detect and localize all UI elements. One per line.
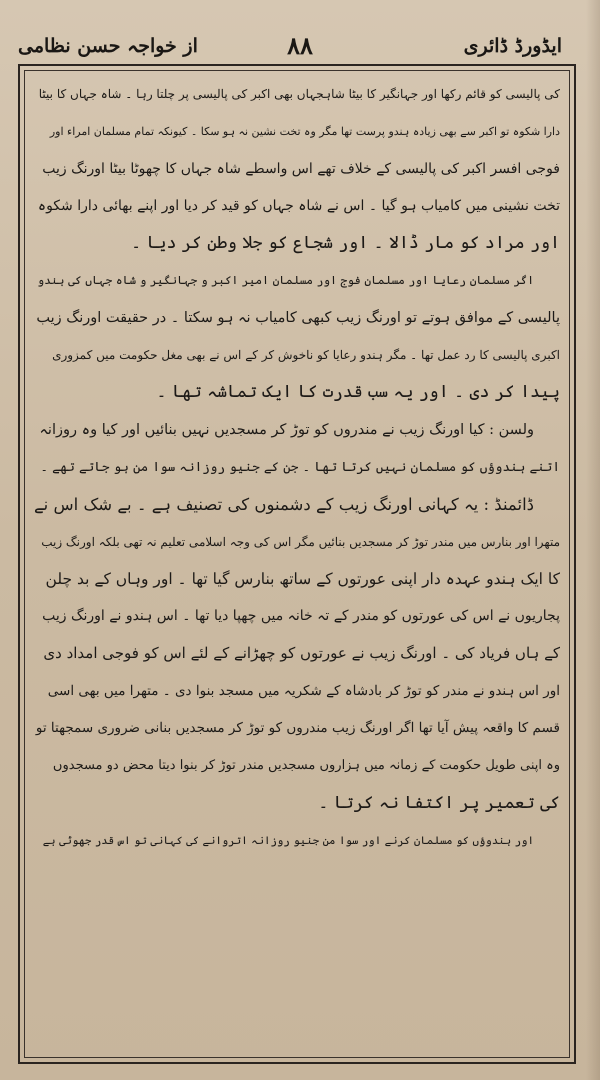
text-line: پیدا کر دی ۔ اور یہ سب قدرت کا ایک تماشہ تھا ۔ bbox=[156, 382, 560, 403]
text-line: اور مراد کو مار ڈالا ۔ اور شجاع کو جلا وطن کر دیا ۔ bbox=[131, 233, 560, 254]
text-line: کا ایک ہندو عہدہ دار اپنی عورتوں کے ساتھ بنارس گیا تھا ۔ اور وہاں کے بد چلن bbox=[45, 569, 560, 588]
text-line: پجاریوں نے اس کی عورتوں کو مندر کے تہ خانہ میں چھپا دیا تھا ۔ اس ہندو نے اورنگ زیب bbox=[42, 608, 560, 625]
text-line: اگر مسلمان رعایا اور مسلمان فوج اور مسلمان امیر اکبر و جہانگیر و شاہ جہاں کی ہندو bbox=[37, 273, 534, 288]
text-line: قسم کا واقعہ پیش آیا تھا اگر اورنگ زیب مندروں کو توڑ کر مسجدیں بنانی ضروری سمجھتا تو bbox=[35, 720, 560, 737]
text-line: اکبری پالیسی کا رد عمل تھا ۔ مگر ہندو رعایا کو ناخوش کر کے اس نے بھی مغل حکومت میں کمزوری bbox=[52, 348, 560, 363]
text-line: متھرا اور بنارس میں مندر توڑ کر مسجدیں بنائیں مگر اس کی وجہ اسلامی تعلیم نہ تھی بلکہ اورنگ زیب bbox=[41, 534, 560, 549]
text-line: کے ہاں فریاد کی ۔ اورنگ زیب نے عورتوں کو چھڑانے کے لئے اس کو فوجی امداد دی bbox=[43, 644, 560, 663]
text-line: تخت نشینی میں کامیاب ہو گیا ۔ اس نے شاہ جہاں کو قید کر دیا اور اپنے بھائی دارا شکوہ bbox=[37, 197, 560, 214]
text-line: اور اس ہندو نے مندر کو توڑ کر بادشاہ کے شکریہ میں مسجد بنوا دی ۔ متھرا میں بھی اسی bbox=[47, 682, 560, 699]
text-line: اور ہندوؤں کو مسلمان کرنے اور سوا من جنیو روزانہ اتروانے کی کہانی تو اس قدر جھوٹی ہے bbox=[42, 833, 534, 847]
text-line: ڈائمنڈ : یہ کہانی اورنگ زیب کے دشمنوں کی تصنیف ہے ۔ بے شک اس نے bbox=[34, 495, 534, 515]
book-title: ایڈورڈ ڈائری bbox=[463, 35, 562, 57]
body-text bbox=[34, 76, 560, 1046]
text-line: اتنے ہندوؤں کو مسلمان نہیں کرتا تھا ۔ جن کے جنیو روزانہ سوا من ہو جاتے تھے ۔ bbox=[40, 459, 560, 475]
author-name: از خواجہ حسن نظامی bbox=[18, 35, 198, 57]
text-line: کی تعمیر پر اکتفا نہ کرتا ۔ bbox=[318, 792, 560, 813]
text-line: فوجی افسر اکبر کی پالیسی کے خلاف تھے اس واسطے شاہ جہاں کا چھوٹا بیٹا اورنگ زیب bbox=[42, 160, 560, 177]
text-line: کی پالیسی کو قائم رکھا اور جہانگیر کا بیٹا شاہجہاں بھی اکبر کی پالیسی پر چلتا رہا ۔ شاہ جہاں کا بیٹا bbox=[38, 87, 560, 101]
text-line: وہ اپنی طویل حکومت کے زمانہ میں ہزاروں مسجدیں مندر توڑ کر بنوا دیتا محض دو مسجدوں bbox=[52, 758, 560, 774]
text-line: دارا شکوہ تو اکبر سے بھی زیادہ ہندو پرست تھا مگر وہ تخت نشین نہ ہو سکا ۔ کیونکہ تمام مسلمان امراء اور bbox=[49, 125, 560, 139]
text-line: ولسن : کیا اورنگ زیب نے مندروں کو توڑ کر مسجدیں نہیں بنائیں اور کیا وہ روزانہ bbox=[39, 421, 534, 438]
text-line: پالیسی کے موافق ہوتے تو اورنگ زیب کبھی کامیاب نہ ہو سکتا ۔ در حقیقت اورنگ زیب bbox=[36, 309, 560, 326]
page-fold-shadow bbox=[586, 0, 600, 1080]
page-number: ۸۸ bbox=[287, 31, 313, 60]
page-header bbox=[0, 28, 600, 68]
